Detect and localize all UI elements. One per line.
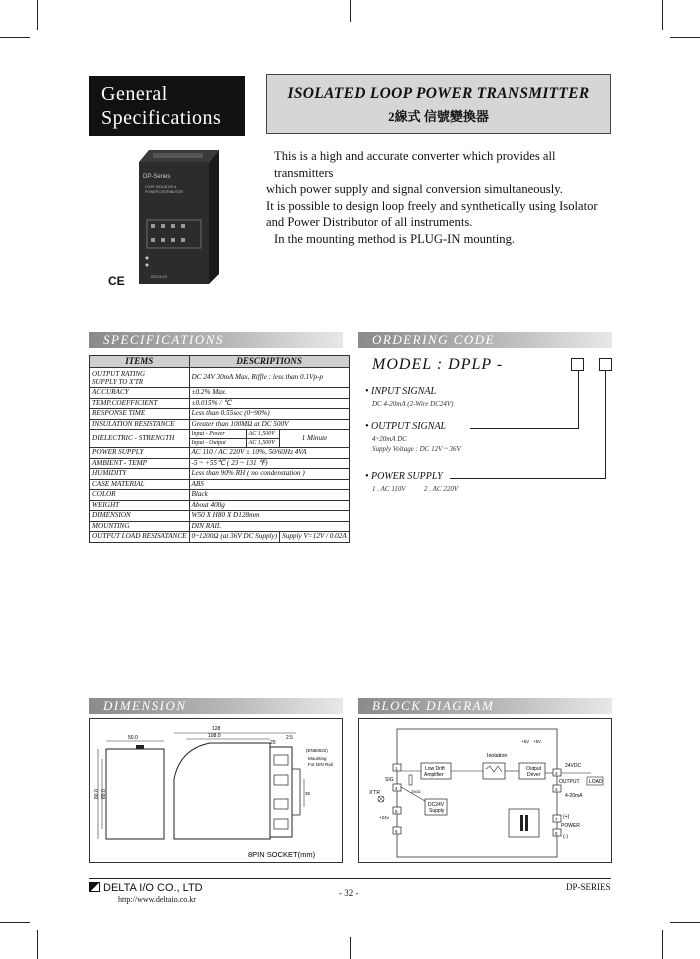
table-row: POWER SUPPLY AC 110 / AC 220V ± 10%, 50/60Hz 4VA xyxy=(90,448,350,459)
table-row: COLOR Black xyxy=(90,490,350,501)
svg-text:LOAD: LOAD xyxy=(589,779,603,785)
svg-text:Supply: Supply xyxy=(429,808,445,814)
crop-mark xyxy=(350,937,351,959)
output-signal-supply: Supply Voltage : DC 12V ~ 36V xyxy=(372,445,461,453)
svg-text:128: 128 xyxy=(212,726,221,732)
svg-text:3: 3 xyxy=(555,771,558,776)
svg-text:+5V: +5V xyxy=(533,739,542,744)
power-supply-opt1: 1 . AC 110V xyxy=(372,485,406,493)
intro-text: This is a high and accurate converter which provides all transmitters which power supply and signal conversion simultaneously. It is possible to design loop freely and synthetically using Isolator and Power Distributor of all instruments. In the mounting method is PLUG-IN mounting. xyxy=(266,149,598,246)
svg-text:2.5: 2.5 xyxy=(286,735,293,741)
page-number: - 32 - xyxy=(339,888,359,898)
svg-text:4: 4 xyxy=(395,786,398,791)
svg-text:LOOP ISOLATOR &: LOOP ISOLATOR & xyxy=(145,185,177,189)
company-url: http://www.deltaio.co.kr xyxy=(118,895,196,904)
output-signal-heading: • OUTPUT SIGNAL xyxy=(365,421,447,432)
svg-text:Mounting: Mounting xyxy=(308,756,327,761)
crop-mark xyxy=(0,922,30,923)
input-signal-heading: • INPUT SIGNAL xyxy=(365,386,437,397)
footer-rule xyxy=(89,878,611,879)
crop-mark xyxy=(37,930,38,959)
table-row: HUMIDITY Less than 90% RH ( no condenstation ) xyxy=(90,469,350,480)
code-box-2 xyxy=(599,358,612,371)
series-label: DP-SERIES xyxy=(566,882,611,892)
svg-text:DC24V: DC24V xyxy=(428,802,445,808)
table-row: OUTPUT LOAD RESISATANCE 0~1200Ω (at 36V DC Supply) Supply V=12V / 0.02A xyxy=(90,532,350,543)
general-specifications-heading: General Specifications xyxy=(89,76,245,136)
crop-mark xyxy=(0,37,30,38)
svg-text:+24v: +24v xyxy=(379,815,389,820)
product-series-label: DP-Series xyxy=(143,174,171,180)
table-header-descriptions: DESCRIPTIONS xyxy=(189,356,349,368)
section-specifications: SPECIFICATIONS xyxy=(89,332,343,348)
svg-text:POWER: POWER xyxy=(561,823,580,829)
table-row: OUTPUT RATING SUPPLY TO X'TR DC 24V 30mA Max, Riffle : less than 0.1Vp-p xyxy=(90,368,350,388)
svg-text:For DIN Rail: For DIN Rail xyxy=(308,762,333,767)
svg-text:Low Drift: Low Drift xyxy=(425,766,445,772)
svg-text:4-20mA: 4-20mA xyxy=(565,793,583,799)
section-ordering-code: ORDERING CODE xyxy=(358,332,612,348)
svg-text:Output: Output xyxy=(526,766,542,772)
svg-text:(+): (+) xyxy=(563,814,570,820)
company-logo: DELTA I/O CO., LTD xyxy=(89,882,203,894)
output-signal-desc: 4~20mA DC xyxy=(372,435,407,443)
table-row: WEIGHT About 400g xyxy=(90,500,350,511)
svg-text:108.0: 108.0 xyxy=(208,733,221,739)
crop-mark xyxy=(662,0,663,30)
svg-text:24VDC: 24VDC xyxy=(565,763,582,769)
logo-icon xyxy=(89,882,100,892)
product-title-en: ISOLATED LOOP POWER TRANSMITTER xyxy=(287,85,590,102)
ce-mark: CE xyxy=(108,274,125,288)
svg-text:(EN50022): (EN50022) xyxy=(306,748,328,753)
svg-text:6: 6 xyxy=(395,829,398,834)
section-dimension: DIMENSION xyxy=(89,698,343,714)
table-row: TEMP.COEFFICIENT ±0.015% / ℃ xyxy=(90,398,350,409)
table-row: RESPONSE TIME Less than 0.55sec (0~90%) xyxy=(90,409,350,420)
svg-text:DELTA I/O: DELTA I/O xyxy=(151,275,168,279)
svg-text:(-): (-) xyxy=(563,834,568,840)
specifications-table xyxy=(89,355,350,543)
input-signal-desc: DC 4-20mA (2-Wire DC24V) xyxy=(372,400,454,408)
table-row: AMBIENT - TEMP -5 ~ +55℃ ( 23 ~ 131 ℉) xyxy=(90,458,350,469)
table-row: INSULATION RESISTANCE Greater than 100MΩ at DC 500V xyxy=(90,419,350,430)
svg-text:8: 8 xyxy=(555,831,558,836)
svg-text:5: 5 xyxy=(395,809,398,814)
svg-text:2: 2 xyxy=(555,787,558,792)
svg-text:1: 1 xyxy=(395,766,398,771)
crop-mark xyxy=(670,922,700,923)
svg-text:7: 7 xyxy=(555,817,558,822)
product-title-box xyxy=(266,74,611,134)
svg-text:POWER DISTRIBUTOR: POWER DISTRIBUTOR xyxy=(145,190,183,194)
crop-mark xyxy=(37,0,38,30)
table-row: DIMENSION W50 X H80 X D128mm xyxy=(90,511,350,522)
svg-text:Amplifier: Amplifier xyxy=(424,772,444,778)
svg-text:Isolation: Isolation xyxy=(487,753,508,759)
code-box-1 xyxy=(571,358,584,371)
table-row: CASE MATERIAL ABS xyxy=(90,479,350,490)
model-code: MODEL : DPLP - xyxy=(372,356,504,373)
power-supply-heading: • POWER SUPPLY xyxy=(365,471,443,482)
crop-mark xyxy=(350,0,351,22)
product-title-ko: 2線式 信號變換器 xyxy=(388,109,489,124)
crop-mark xyxy=(662,930,663,959)
table-row: ACCURACY ±0.2% Max. xyxy=(90,388,350,399)
svg-text:50.0: 50.0 xyxy=(128,735,138,741)
svg-text:X'TR: X'TR xyxy=(369,790,380,796)
power-supply-opt2: 2 . AC 220V xyxy=(424,485,459,493)
crop-mark xyxy=(670,37,700,38)
svg-text:OUTPUT: OUTPUT xyxy=(559,779,580,785)
svg-text:Driver: Driver xyxy=(527,772,541,778)
socket-caption: 8PIN SOCKET(mm) xyxy=(248,850,316,859)
svg-text:20: 20 xyxy=(270,740,276,746)
svg-text:250Ω: 250Ω xyxy=(411,789,421,794)
dimension-drawing xyxy=(89,718,343,863)
svg-text:80.0: 80.0 xyxy=(94,789,100,799)
svg-text:35: 35 xyxy=(305,791,311,796)
table-header-items: ITEMS xyxy=(90,356,190,368)
svg-text:SIG: SIG xyxy=(385,777,394,783)
svg-text:60.0: 60.0 xyxy=(101,789,107,799)
product-image xyxy=(131,148,221,288)
table-row: MOUNTING DIN RAIL xyxy=(90,521,350,532)
svg-text:+5V: +5V xyxy=(521,739,530,744)
section-block-diagram: BLOCK DIAGRAM xyxy=(358,698,612,714)
table-row: DIELECTRIC - STRENGTH Input - Power Input - Output AC 1,500V AC 1,500V 1 Minute xyxy=(90,430,350,448)
block-diagram xyxy=(358,718,612,863)
